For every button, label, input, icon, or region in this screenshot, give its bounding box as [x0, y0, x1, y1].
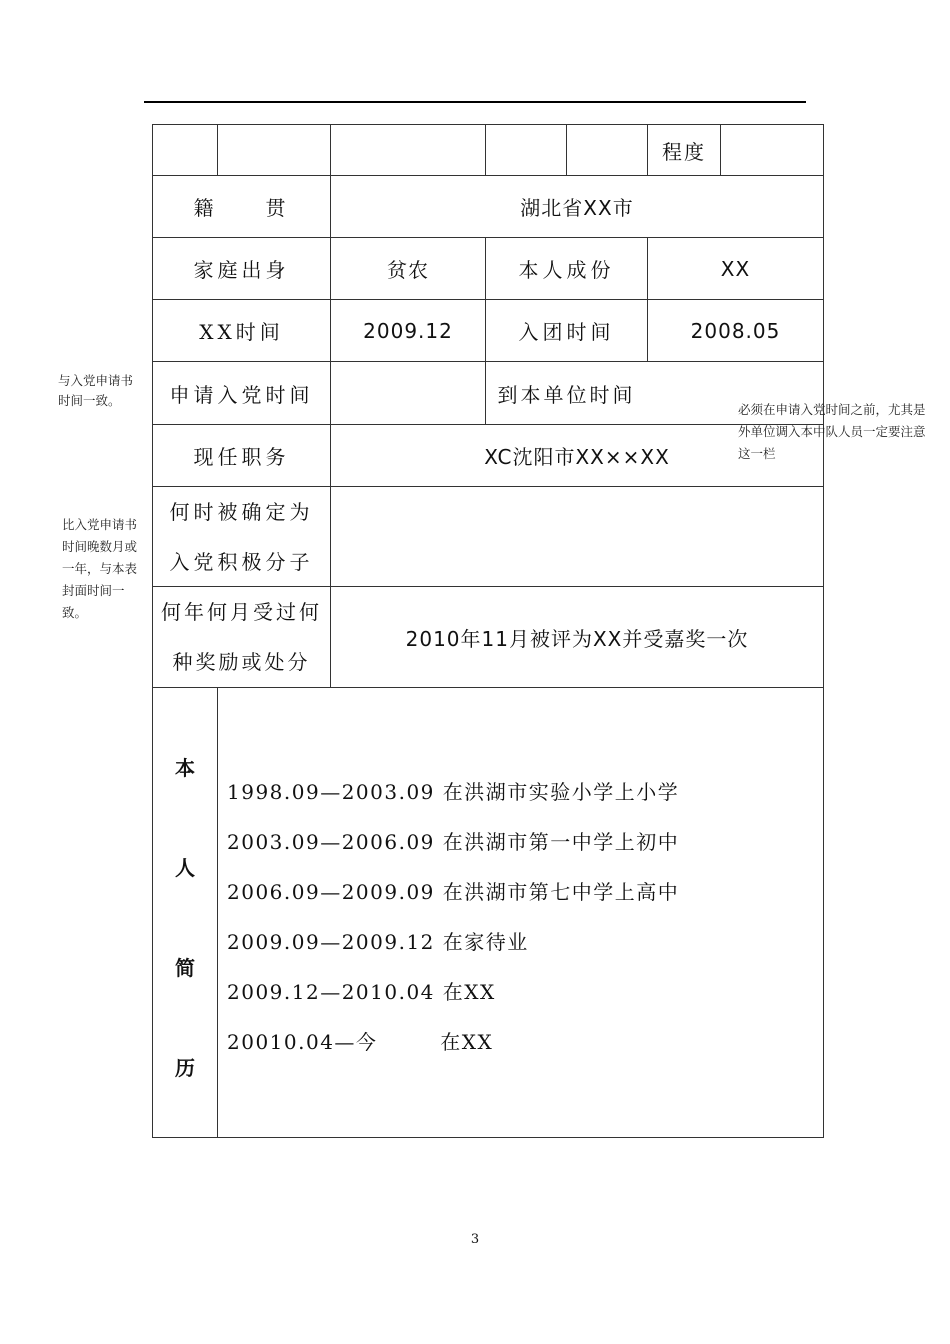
- award-value: 2010年11月被评为XX并受嘉奖一次: [405, 626, 749, 651]
- activist-label: [153, 487, 330, 586]
- award-label: [153, 587, 330, 687]
- left-note-apply-time: 与入党申请书时间一致。: [58, 373, 134, 408]
- resume-entry: 2009.09—2009.12 在家待业: [227, 930, 529, 954]
- resume-entry: 2006.09—2009.09 在洪湖市第七中学上高中: [227, 880, 680, 904]
- activist-value[interactable]: [331, 487, 823, 586]
- personal-status-value: XX: [720, 256, 751, 281]
- activist-label-line-1: 何时被确定为: [169, 499, 314, 524]
- award-label-line-2: 种奖励或处分: [172, 650, 311, 674]
- left-note-activist-time: 比入党申请书时间晚数月或一年，与本表封面时间一致。: [62, 517, 138, 620]
- page-number: 3: [470, 1232, 480, 1247]
- family-origin-label: 家庭出身: [193, 258, 290, 282]
- native-place-label: 籍 贯: [193, 196, 290, 220]
- right-note-arrival-time: 必须在申请入党时间之前，尤其是外单位调入本中队人员一定要注意这一栏: [738, 402, 926, 461]
- resume-entry: 1998.09—2003.09 在洪湖市实验小学上小学: [227, 780, 680, 804]
- xx-time-label: XX时间: [199, 320, 284, 344]
- native-place-value: 湖北省XX市: [520, 196, 634, 220]
- resume-entry: 20010.04—今 在XX: [227, 1030, 494, 1054]
- league-join-label: 入团时间: [518, 320, 615, 344]
- position-label: 现任职务: [193, 445, 290, 469]
- resume-entry: 2003.09—2006.09 在洪湖市第一中学上初中: [227, 830, 680, 854]
- xx-time-value: 2009.12: [363, 318, 453, 343]
- resume-label-char: 简: [175, 956, 195, 980]
- resume-label-char: 人: [175, 856, 195, 880]
- arrival-label: 到本单位时间: [497, 382, 636, 407]
- education-label: 程度: [662, 139, 706, 164]
- resume-entry: 2009.12—2010.04 在XX: [227, 980, 496, 1004]
- header-rule: [144, 101, 806, 103]
- league-join-value: 2008.05: [690, 318, 781, 343]
- resume-label-char: 历: [175, 1056, 195, 1080]
- party-apply-value[interactable]: [331, 362, 485, 424]
- personal-status-label: 本人成份: [518, 258, 615, 282]
- party-apply-label: 申请入党时间: [169, 382, 314, 407]
- position-value: XC沈阳市XX××XX: [484, 445, 670, 469]
- resume-label-char: 本: [175, 756, 195, 780]
- family-origin-value: 贫农: [387, 258, 429, 282]
- award-label-line-1: 何年何月受过何: [161, 600, 322, 624]
- activist-label-line-2: 入党积极分子: [169, 549, 314, 574]
